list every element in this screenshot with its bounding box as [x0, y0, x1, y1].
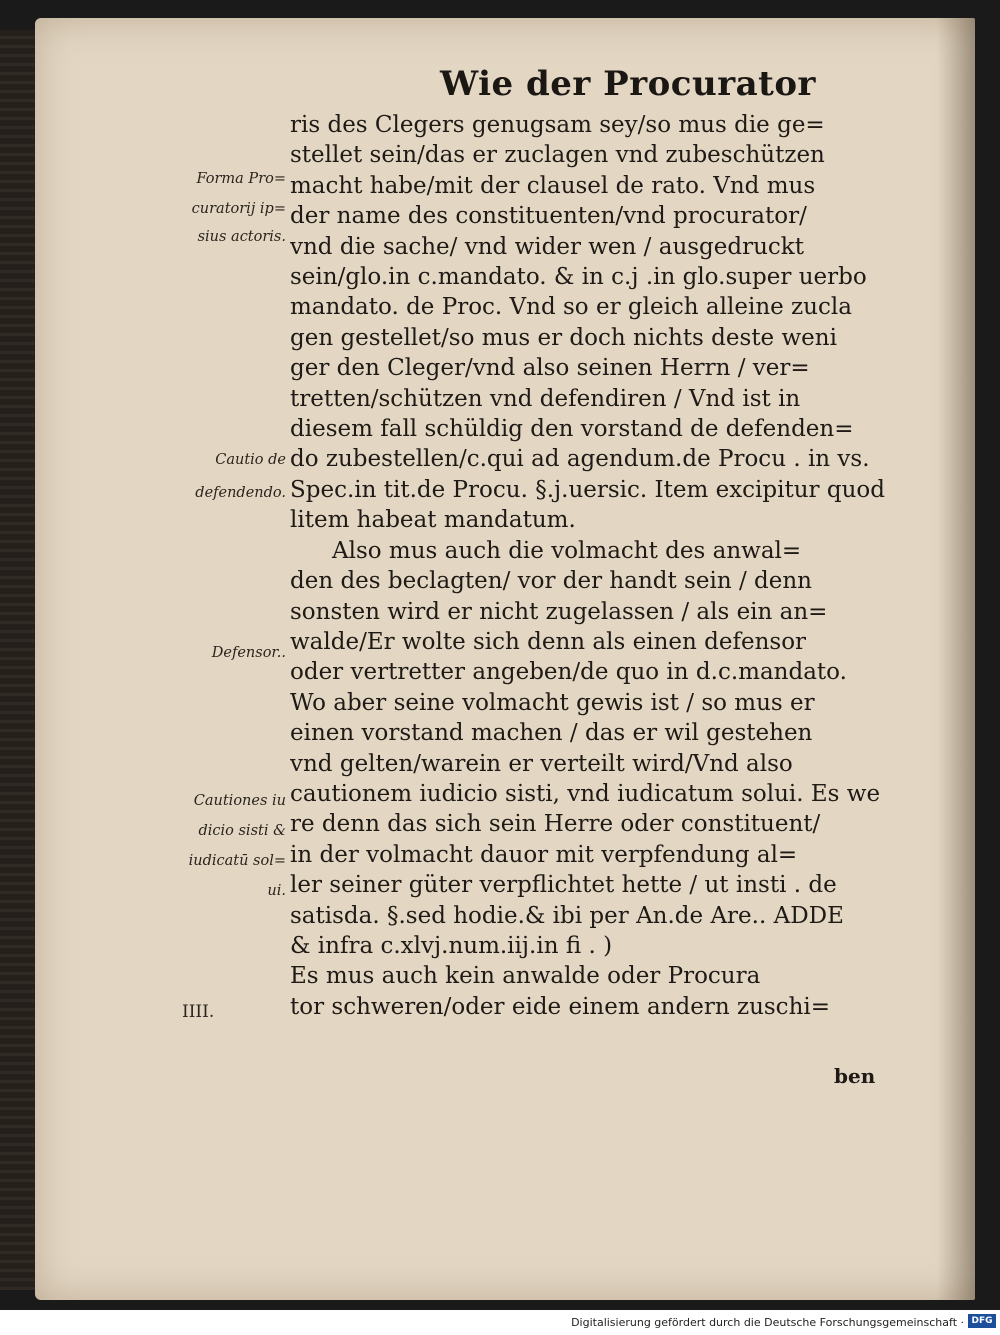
text-line: oder vertretter angeben/de quo in d.c.mandato. [290, 659, 847, 686]
catchword: ben [834, 1064, 876, 1088]
text-line: tor schweren/oder eide einem andern zuschi= [290, 993, 831, 1020]
text-line: re denn das sich sein Herre oder constituent/ [290, 811, 821, 838]
running-head: Wie der Procurator [440, 64, 816, 104]
text-line: sonsten wird er nicht zugelassen / als ein an= [290, 598, 828, 625]
text-line: litem habeat mandatum. [290, 507, 576, 534]
margin-note-forma-2: curatorij ip= [191, 201, 286, 217]
margin-note-cautiones-4: ui. [267, 883, 286, 899]
body-text [290, 110, 900, 1022]
text-line: mandato. de Proc. Vnd so er gleich alleine zucla [290, 294, 852, 321]
text-line: satisda. §.sed hodie.& ibi per An.de Are.. ADDE [290, 902, 844, 929]
text-line: gen gestellet/so mus er doch nichts deste weni [290, 324, 837, 351]
text-line: den des beclagten/ vor der handt sein / denn [290, 568, 812, 595]
margin-note-cautio-2: defendendo. [195, 485, 286, 501]
text-line: sein/glo.in c.mandato. & in c.j .in glo.super uerbo [290, 264, 867, 291]
text-line: macht habe/mit der clausel de rato. Vnd mus [290, 172, 816, 199]
text-line: vnd gelten/warein er verteilt wird/Vnd also [290, 750, 793, 777]
text-line: ler seiner güter verpflichtet hette / ut insti . de [290, 872, 837, 899]
text-line: vnd die sache/ vnd wider wen / ausgedruckt [290, 233, 804, 260]
text-line: ger den Cleger/vnd also seinen Herrn / ver= [290, 355, 810, 382]
book-edge [0, 30, 35, 1290]
margin-note-cautiones-3: iudicatū sol= [188, 853, 286, 869]
text-line: tretten/schützen vnd defendiren / Vnd ist in [290, 385, 801, 412]
page-gutter-shadow [937, 18, 975, 1300]
margin-note-cautiones-2: dicio sisti & [198, 823, 286, 839]
dfg-credit: Digitalisierung gefördert durch die Deutsche Forschungsgemeinschaft · [571, 1316, 964, 1329]
text-line: in der volmacht dauor mit verpfendung al= [290, 841, 798, 868]
text-line: Es mus auch kein anwalde oder Procura [290, 963, 761, 990]
margin-note-forma-3: sius actoris. [197, 229, 286, 245]
text-line: diesem fall schüldig den vorstand de defenden= [290, 416, 854, 443]
text-line: Wo aber seine volmacht gewis ist / so mus er [290, 689, 815, 716]
text-line: der name des constituenten/vnd procurator/ [290, 203, 807, 230]
text-line: stellet sein/das er zuclagen vnd zubeschützen [290, 142, 825, 169]
text-line: Spec.in tit.de Procu. §.j.uersic. Item excipitur quod [290, 476, 885, 503]
text-line: do zubestellen/c.qui ad agendum.de Procu . in vs. [290, 446, 870, 473]
text-line: Also mus auch die volmacht des anwal= [332, 537, 802, 564]
folio-number: IIII. [182, 1002, 215, 1022]
margin-note-cautio-1: Cautio de [215, 452, 286, 468]
text-line: cautionem iudicio sisti, vnd iudicatum solui. Es we [290, 780, 881, 807]
margin-note-forma-1: Forma Pro= [196, 171, 286, 187]
margin-note-cautiones-1: Cautiones iu [193, 793, 286, 809]
text-line: walde/Er wolte sich denn als einen defensor [290, 628, 807, 655]
text-line: einen vorstand machen / das er wil gestehen [290, 720, 813, 747]
dfg-logo: DFG [968, 1314, 996, 1328]
text-line: & infra c.xlvj.num.iij.in fi . ) [290, 932, 613, 959]
margin-note-defensor: Defensor.. [211, 645, 286, 661]
text-line: ris des Clegers genugsam sey/so mus die ge= [290, 112, 825, 138]
